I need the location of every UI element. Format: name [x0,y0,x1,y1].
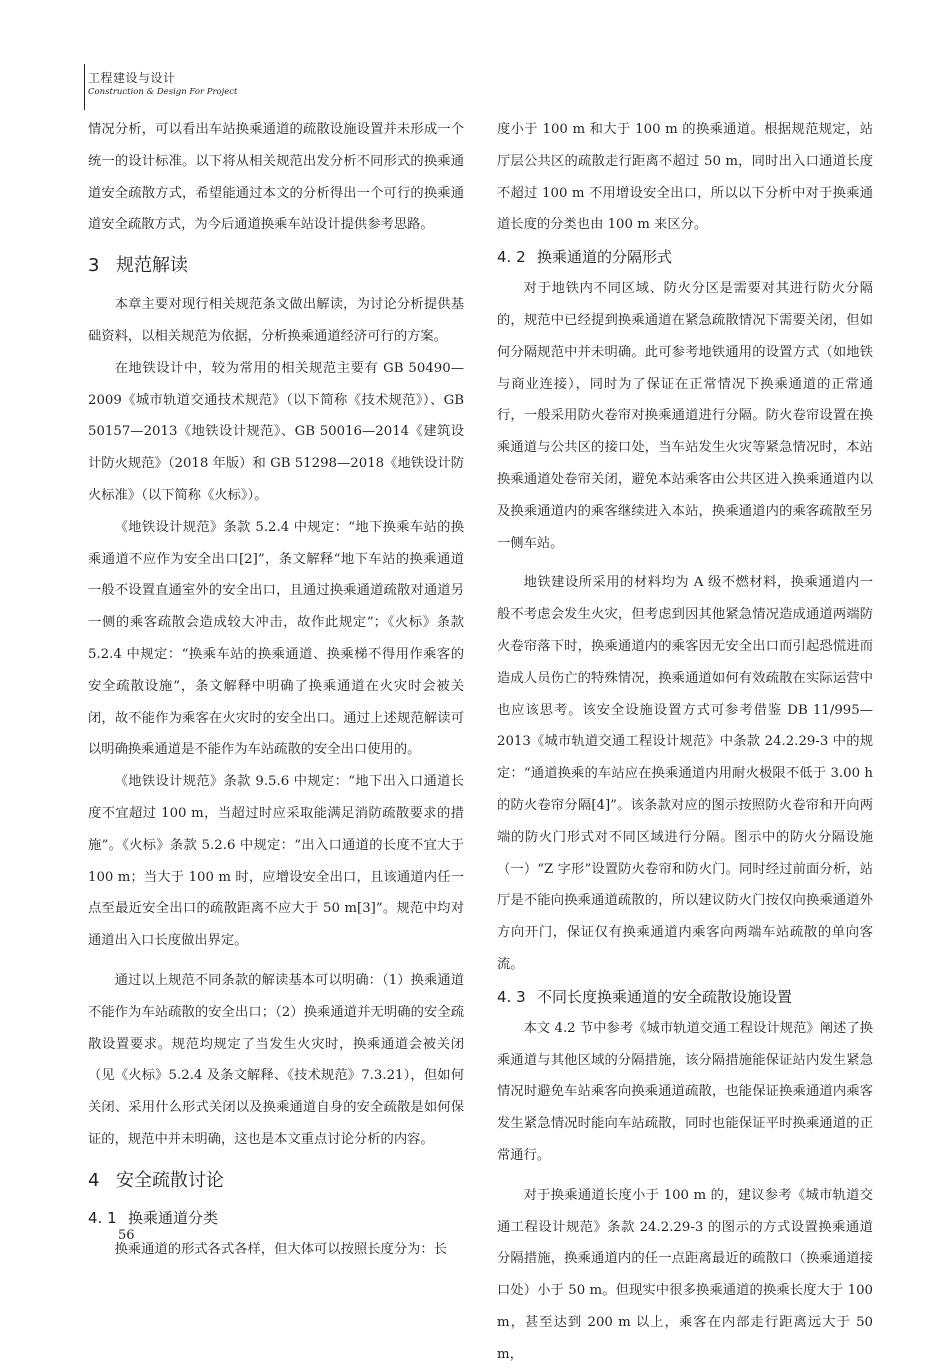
s43-paragraph-1: 本文 4.2 节中参考《城市轨道交通工程设计规范》阐述了换乘通道与其他区域的分隔措施，该分隔措施能保证站内发生紧急情况时避免车站乘客向换乘通道疏散，也能保证换乘通道内乘客发生紧急情况时能向车站疏散，同时也能保证平时换乘通道的正常通行。 [497,1020,873,1163]
section-4-1-title: 换乘通道分类 [128,1208,219,1227]
s3-paragraph-2: 在地铁设计中，较为常用的相关规范主要有 GB 50490—2009《城市轨道交通技术规范》（以下简称《技术规范》）、GB 50157—2013《地铁设计规范》、GB 50016—2014《建筑设计防火规范》（2018 年版）和 GB 51298—2018《地铁设计防火标准》（以下简称《火标》）。 [88,360,464,503]
page-number: 56 [118,1228,135,1243]
section-4-3-heading [497,983,873,1011]
s3-paragraph-3: 《地铁设计规范》条款 5.2.4 中规定：“地下换乘车站的换乘通道不应作为安全出口[2]”，条文解释“地下车站的换乘通道一般不设置直通室外的安全出口，且通过换乘通道疏散对通道另一侧的乘客疏散会造成较大冲击，故作此规定”；《火标》条款 5.2.4 中规定：“换乘车站的换乘通道、换乘梯不得用作乘客的安全疏散设施”，条文解释中明确了换乘通道在火灾时会被关闭，故不能作为乘客在火灾时的安全出口。通过上述规范解读可以明确换乘通道是不能作为车站疏散的安全出口使用的。 [88,519,464,758]
right-column [497,114,873,1370]
section-4-heading [88,1166,464,1196]
s41-paragraph-1: 换乘通道的形式各式各样，但大体可以按照长度分为：长 [114,1241,448,1257]
s41-continued-paragraph: 度小于 100 m 和大于 100 m 的换乘通道。根据规范规定，站厅层公共区的疏散走行距离不超过 50 m，同时出入口通道长度不超过 100 m 不用增设安全出口，所以以下分析中对于换乘通道长度的分类也由 100 m 来区分。 [497,122,873,233]
section-3-title: 规范解读 [116,255,188,277]
s3-paragraph-5: 通过以上规范不同条款的解读基本可以明确：（1）换乘通道不能作为车站疏散的安全出口；（2）换乘通道并无明确的安全疏散设置要求。规范均规定了当发生火灾时，换乘通道会被关闭（见《火标》5.2.4 及条文解释、《技术规范》7.3.21），但如何关闭、采用什么形式关闭以及换乘通道自身的安全疏散是如何保证的，规范中并未明确，这也是本文重点讨论分析的内容。 [88,972,464,1147]
section-3-heading [88,251,464,281]
section-4-number: 4 [88,1169,100,1191]
s3-paragraph-1: 本章主要对现行相关规范条文做出解读，为讨论分析提供基础资料，以相关规范为依据，分析换乘通道经济可行的方案。 [88,297,464,344]
section-4-title: 安全疏散讨论 [116,1169,224,1191]
s42-paragraph-2: 地铁建设所采用的材料均为 A 级不燃材料，换乘通道内一般不考虑会发生火灾，但考虑到因其他紧急情况造成通道两端防火卷帘落下时，换乘通道内的乘客因无安全出口而引起恐慌进而造成人员伤亡的特殊情况，换乘通道如何有效疏散在实际运营中也应该思考。该安全设施设置方式可参考借鉴 DB 11/995—2013《城市轨道交通工程设计规范》中条款 24.2.29-3 中的规定：“通道换乘的车站应在换乘通道内用耐火极限不低于 3.00 h 的防火卷帘分隔[4]”。该条款对应的图示按照防火卷帘和开向两端的防火门形式对不同区域进行分隔。图示中的防火分隔设施（一）“Z 字形”设置防火卷帘和防火门。同时经过前面分析，站厅是不能向换乘通道疏散的，所以建议防火门按仅向换乘通道外方向开门，保证仅有换乘通道内乘客向两端车站疏散的单向客流。 [497,575,873,972]
s3-paragraph-4: 《地铁设计规范》条款 9.5.6 中规定：“地下出入口通道长度不宜超过 100 m，当超过时应采取能满足消防疏散要求的措施”。《火标》条款 5.2.6 中规定：“出入口通道的长度不宜大于 100 m；当大于 100 m 时，应增设安全出口，且该通道内任一点至最近安全出口的疏散距离不应大于 50 m[3]”。规范中均对通道出入口长度做出界定。 [88,774,464,949]
section-4-2-number: 4. 2 [497,248,526,267]
journal-name-cn: 工程建设与设计 [88,71,176,85]
journal-header [88,70,237,98]
section-4-1-heading [88,1204,464,1232]
left-column [88,114,464,1266]
section-3-number: 3 [88,255,100,277]
header-rule [84,64,85,110]
s42-paragraph-1: 对于地铁内不同区域、防火分区是需要对其进行防火分隔的，规范中已经提到换乘通道在紧急疏散情况下需要关闭，但如何分隔规范中并未明确。此可参考地铁通用的设置方式（如地铁与商业连接），同时为了保证在正常情况下换乘通道的正常通行，一般采用防火卷帘对换乘通道进行分隔。防火卷帘设置在换乘通道与公共区的接口处，当车站发生火灾等紧急情况时，本站换乘通道处卷帘关闭，避免本站乘客由公共区进入换乘通道内以及换乘通道内的乘客继续进入本站，换乘通道内的乘客疏散至另一侧车站。 [497,281,873,551]
section-4-2-title: 换乘通道的分隔形式 [537,248,673,267]
section-4-1-number: 4. 1 [88,1208,117,1227]
s43-paragraph-2: 对于换乘通道长度小于 100 m 的，建议参考《城市轨道交通工程设计规范》条款 24.2.29-3 的图示的方式设置换乘通道分隔措施，换乘通道内的任一点距离最近的疏散口（换乘通道接口处）小于 50 m。但现实中很多换乘通道的换乘长度大于 100 m，甚至达到 200 m 以上，乘客在内部走行距离远大于 50 m， [497,1187,873,1362]
intro-paragraph: 情况分析，可以看出车站换乘通道的疏散设施设置并未形成一个统一的设计标准。以下将从相关规范出发分析不同形式的换乘通道安全疏散方式，希望能通过本文的分析得出一个可行的换乘通道安全疏散方式，为今后通道换乘车站设计提供参考思路。 [88,122,464,233]
section-4-3-title: 不同长度换乘通道的安全疏散设施设置 [537,987,793,1006]
journal-name-en: Construction & Design For Project [88,87,238,97]
section-4-2-heading [497,243,873,271]
section-4-3-number: 4. 3 [497,987,526,1006]
